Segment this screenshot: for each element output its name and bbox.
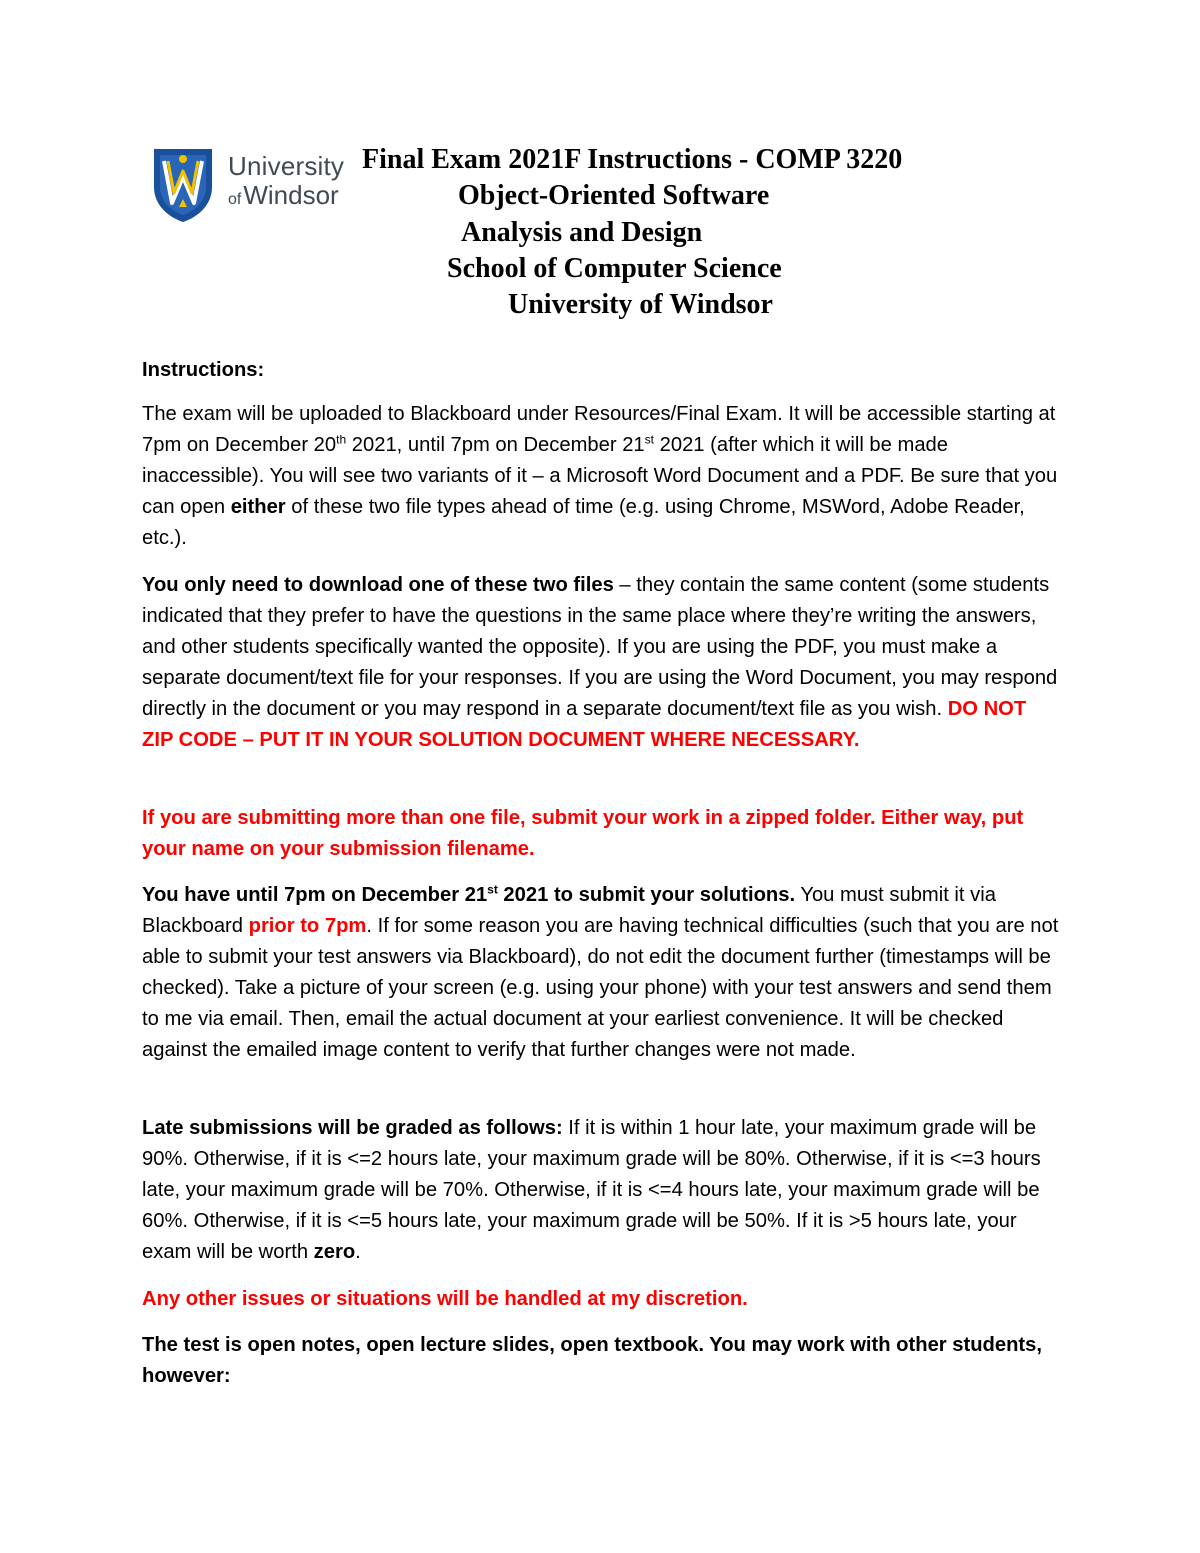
windsor-shield-icon	[152, 147, 214, 223]
logo-text-windsor	[228, 180, 339, 215]
p5-text: If it is within 1 hour late, your maximum grade will be 90%. Otherwise, if it is <=2 hours late, your maximum grade will be 80%. Otherwise, if it is <=3 hours late, your maximum grade will be 70%. Otherwise, if it is <=4 hours late, your maximum grade will be 60%. Otherwise, if it is <=5 hours late, your maximum grade will be 50%. If it is >5 hours late, your exam will be worth	[142, 1117, 1041, 1263]
paragraph-discretion: Any other issues or situations will be handled at my discretion.	[142, 1288, 748, 1310]
p2-text: – they contain the same content (some students indicated that they prefer to have the questions in the same place where they’re writing the answers, and other students specifically wanted the opposite). If you are using the PDF, you must make a separate document/text file for your responses. If you are using the Word Document, you may respond directly in the document or you may respond in a separate document/text file as you wish.	[142, 574, 1058, 720]
logo-text-university: University	[228, 151, 345, 181]
university-logo	[152, 147, 357, 227]
p4-bold-b: 2021 to submit your solutions.	[497, 884, 796, 906]
title-line-2: Object-Oriented Software	[458, 180, 770, 211]
p1-text-d: of these two file types ahead of time (e.g. using Chrome, MSWord, Adobe Reader, etc.).	[142, 496, 1025, 549]
paragraph-zipped-folder: If you are submitting more than one file, submit your work in a zipped folder. Either way, put your name on your submission filename.	[142, 807, 1024, 860]
p1-sup-st: st	[644, 432, 655, 447]
p5-text-end: .	[355, 1241, 361, 1263]
title-line-1: Final Exam 2021F Instructions - COMP 3220	[362, 144, 903, 175]
logo-text-of: of	[228, 191, 242, 208]
p1-bold-either: either	[230, 496, 286, 518]
paragraph-download-files	[142, 570, 1062, 756]
title-line-5: University of Windsor	[508, 289, 773, 320]
p5-bold-zero: zero	[313, 1241, 356, 1263]
p1-text-a: The exam will be uploaded to Blackboard under Resources/Final Exam. It will be accessible starting at 7pm on December 20	[142, 403, 1056, 456]
p1-text-b: 2021, until 7pm on December 21	[346, 434, 645, 456]
p4-text-a: You must submit it via Blackboard	[142, 884, 996, 937]
p1-text-c: 2021 (after which it will be made inaccessible). You will see two variants of it – a Microsoft Word Document and a PDF. Be sure that you can open	[142, 434, 1058, 518]
paragraph-deadline	[142, 880, 1062, 1066]
paragraph-late-submissions	[142, 1113, 1062, 1268]
p4-red-prior: prior to 7pm	[248, 915, 367, 937]
paragraph-open-notes: The test is open notes, open lecture slides, open textbook. You may work with other students, however:	[142, 1334, 1042, 1387]
logo-text-name: Windsor	[243, 180, 339, 210]
p5-bold-lead: Late submissions will be graded as follows:	[142, 1117, 563, 1139]
p4-bold-a: You have until 7pm on December 21	[142, 884, 488, 906]
p1-sup-th: th	[336, 432, 347, 447]
instructions-heading: Instructions:	[142, 359, 265, 381]
paragraph-exam-upload	[142, 399, 1062, 554]
p4-sup-st: st	[487, 882, 498, 897]
p2-bold-lead: You only need to download one of these two files	[142, 574, 614, 596]
p2-red-warning: DO NOT ZIP CODE – PUT IT IN YOUR SOLUTION DOCUMENT WHERE NECESSARY.	[142, 698, 1027, 751]
title-line-4: School of Computer Science	[447, 253, 782, 284]
p4-text-b: . If for some reason you are having technical difficulties (such that you are not able to submit your test answers via Blackboard), do not edit the document further (timestamps will be checked). Take a picture of your screen (e.g. using your phone) with your test answers and send them to me via email. Then, email the actual document at your earliest convenience. It will be checked against the emailed image content to verify that further changes were not made.	[142, 915, 1059, 1061]
title-line-3: Analysis and Design	[461, 217, 703, 248]
